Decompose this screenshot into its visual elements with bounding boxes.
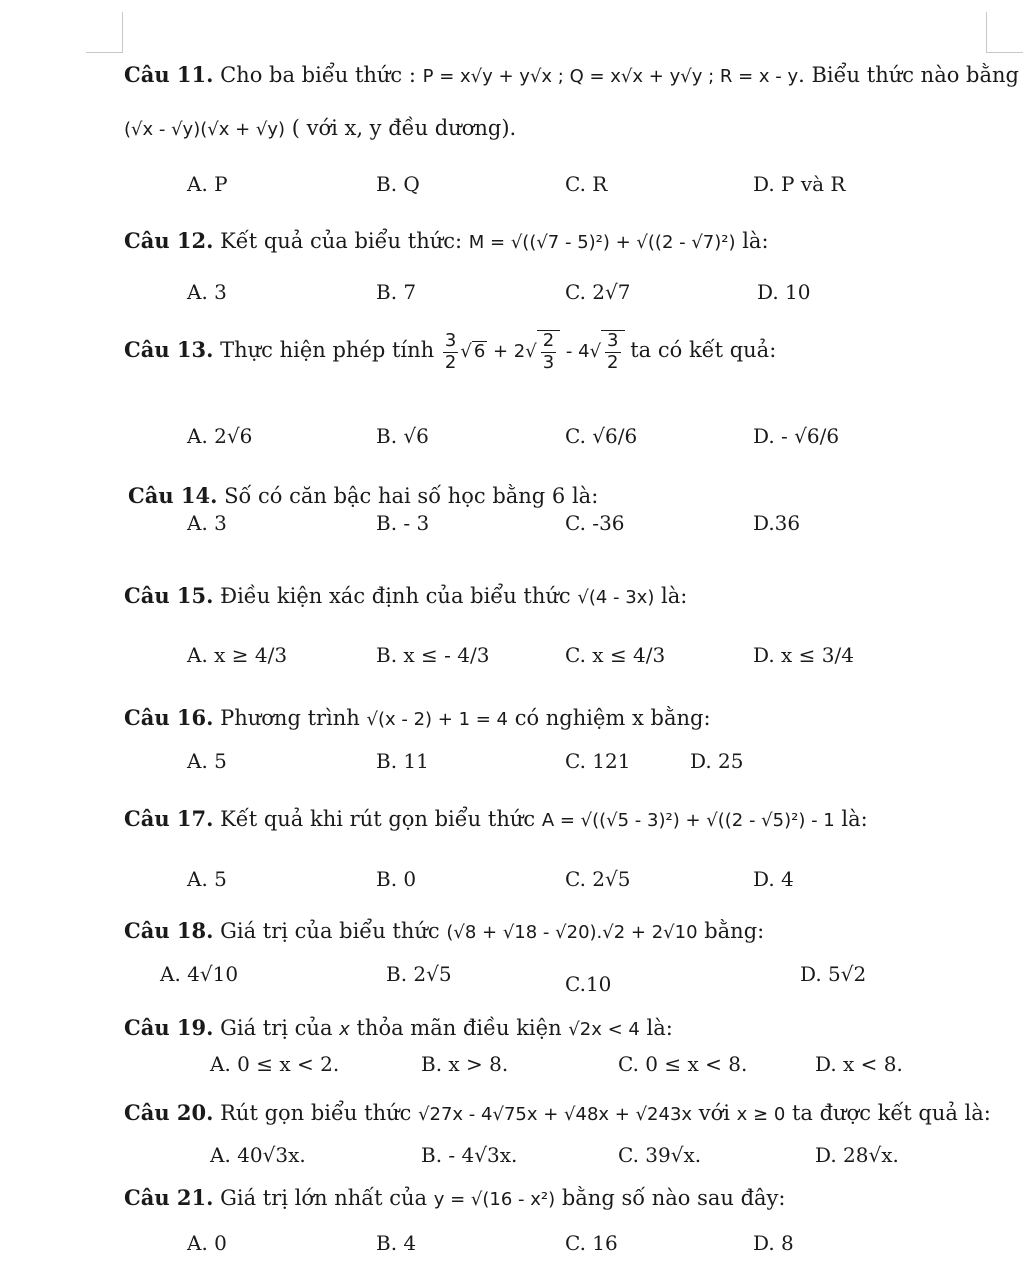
option-a[interactable]: A. P	[187, 172, 228, 196]
question-label: Câu 17.	[124, 806, 214, 831]
option-b[interactable]: B. - 4√3x.	[421, 1143, 518, 1167]
option-a[interactable]: A. x ≥ 4/3	[187, 643, 288, 667]
question-17	[124, 806, 868, 831]
question-11-line2	[124, 116, 516, 140]
option-b[interactable]: B. 2√5	[386, 962, 452, 986]
question-label: Câu 20.	[124, 1100, 214, 1125]
question-text: Thực hiện phép tính	[213, 338, 441, 363]
question-text: Điều kiện xác định của biểu thức	[213, 584, 578, 608]
math-expression: $\frac{3}{2}$ √ 6 + 2√ $\frac{2}{3}$ - 4√ $\frac{3}{2}$	[441, 341, 630, 362]
option-a[interactable]: A. 3	[187, 511, 227, 535]
variable-x: x	[339, 1019, 350, 1040]
option-d[interactable]: D. x < 8.	[815, 1052, 903, 1076]
option-c[interactable]: C. R	[565, 172, 608, 196]
math-expression: A = √((√5 - 3)²) + √((2 - √5)²) - 1	[541, 810, 835, 831]
question-text: ( với x, y đều dương).	[285, 116, 517, 140]
option-b[interactable]: B. 11	[376, 749, 429, 773]
math-expression: P = x√y + y√x ; Q = x√x + y√y ; R = x - y	[422, 66, 799, 87]
math-expression: √2x < 4	[568, 1019, 640, 1040]
option-d[interactable]: D.36	[753, 511, 801, 535]
question-text: Giá trị lớn nhất của	[213, 1186, 434, 1210]
question-label: Câu 11.	[124, 62, 214, 87]
option-b[interactable]: B. 7	[376, 280, 417, 304]
question-text: Rút gọn biểu thức	[213, 1101, 419, 1125]
option-d[interactable]: D. 10	[757, 280, 811, 304]
question-text: là:	[834, 807, 868, 831]
question-label: Câu 13.	[124, 337, 214, 363]
question-text: Số có căn bậc hai số học bằng 6 là:	[217, 484, 599, 508]
corner-mark-left	[86, 12, 123, 53]
question-text: . Biểu thức nào bằng	[798, 63, 1019, 87]
question-label: Câu 21.	[124, 1185, 214, 1210]
option-b[interactable]: B. x > 8.	[421, 1052, 509, 1076]
option-c[interactable]: C. 2√5	[565, 867, 631, 891]
option-c[interactable]: C. 16	[565, 1231, 618, 1255]
question-20	[124, 1100, 991, 1125]
option-b[interactable]: B. - 3	[376, 511, 430, 535]
question-19	[124, 1015, 673, 1040]
option-c[interactable]: C. 39√x.	[618, 1143, 702, 1167]
question-12	[124, 228, 769, 253]
question-text: là:	[639, 1016, 673, 1040]
option-b[interactable]: B. Q	[376, 172, 420, 196]
math-expression: √27x - 4√75x + √48x + √243x	[418, 1104, 693, 1125]
option-c[interactable]: C.10	[565, 972, 612, 996]
option-c[interactable]: C. x ≤ 4/3	[565, 643, 666, 667]
option-b[interactable]: B. 4	[376, 1231, 417, 1255]
math-expression: (√8 + √18 - √20).√2 + 2√10	[446, 922, 698, 943]
question-15	[124, 583, 687, 608]
question-label: Câu 16.	[124, 705, 214, 730]
math-expression: y = √(16 - x²)	[433, 1189, 556, 1210]
question-label: Câu 12.	[124, 228, 214, 253]
question-text: Giá trị của biểu thức	[213, 919, 447, 943]
option-b[interactable]: B. x ≤ - 4/3	[376, 643, 490, 667]
question-text: Phương trình	[213, 706, 367, 730]
option-a[interactable]: A. 3	[187, 280, 227, 304]
option-c[interactable]: C. -36	[565, 511, 625, 535]
option-d[interactable]: D. 28√x.	[815, 1143, 899, 1167]
option-a[interactable]: A. 0	[187, 1231, 227, 1255]
option-c[interactable]: C. 121	[565, 749, 631, 773]
question-label: Câu 18.	[124, 918, 214, 943]
option-a[interactable]: A. 5	[187, 867, 227, 891]
option-a[interactable]: A. 5	[187, 749, 227, 773]
question-text: Kết quả khi rút gọn biểu thức	[213, 807, 542, 831]
option-d[interactable]: D. 5√2	[800, 962, 867, 986]
question-text: ta có kết quả:	[630, 338, 777, 363]
option-d[interactable]: D. P và R	[753, 172, 846, 196]
question-21	[124, 1185, 786, 1210]
option-b[interactable]: B. 0	[376, 867, 417, 891]
question-label: Câu 14.	[128, 483, 218, 508]
question-text: Cho ba biểu thức :	[213, 63, 423, 87]
option-a[interactable]: A. 40√3x.	[210, 1143, 306, 1167]
option-a[interactable]: A. 4√10	[160, 962, 239, 986]
math-expression: √(4 - 3x)	[577, 587, 655, 608]
question-label: Câu 15.	[124, 583, 214, 608]
option-c[interactable]: C. 0 ≤ x < 8.	[618, 1052, 748, 1076]
option-a[interactable]: A. 0 ≤ x < 2.	[210, 1052, 340, 1076]
question-18	[124, 918, 764, 943]
question-text: Kết quả của biểu thức:	[213, 229, 469, 253]
option-a[interactable]: A. 2√6	[187, 424, 253, 448]
corner-mark-right	[986, 12, 1023, 53]
question-11	[124, 62, 1019, 87]
question-text: có nghiệm x bằng:	[508, 706, 711, 730]
question-text: Giá trị của	[213, 1016, 340, 1040]
question-text: là:	[735, 229, 769, 253]
question-16	[124, 705, 711, 730]
question-text: bằng:	[697, 919, 765, 943]
option-d[interactable]: D. 8	[753, 1231, 794, 1255]
condition-expression: x ≥ 0	[736, 1104, 786, 1125]
math-expression: M = √((√7 - 5)²) + √((2 - √7)²)	[468, 232, 736, 253]
question-text: với	[692, 1101, 737, 1125]
question-14	[128, 483, 598, 508]
math-expression: √(x - 2) + 1 = 4	[366, 709, 509, 730]
option-d[interactable]: D. x ≤ 3/4	[753, 643, 854, 667]
question-text: thỏa mãn điều kiện	[349, 1016, 569, 1040]
option-d[interactable]: D. 25	[690, 749, 744, 773]
option-c[interactable]: C. √6/6	[565, 424, 638, 448]
option-d[interactable]: D. - √6/6	[753, 424, 840, 448]
option-d[interactable]: D. 4	[753, 867, 794, 891]
question-13	[124, 330, 776, 373]
question-text: bằng số nào sau đây:	[555, 1186, 786, 1210]
question-text: ta được kết quả là:	[785, 1101, 991, 1125]
question-label: Câu 19.	[124, 1015, 214, 1040]
question-text: là:	[654, 584, 688, 608]
math-expression: (√x - √y)(√x + √y)	[124, 119, 286, 140]
option-b[interactable]: B. √6	[376, 424, 429, 448]
option-c[interactable]: C. 2√7	[565, 280, 631, 304]
